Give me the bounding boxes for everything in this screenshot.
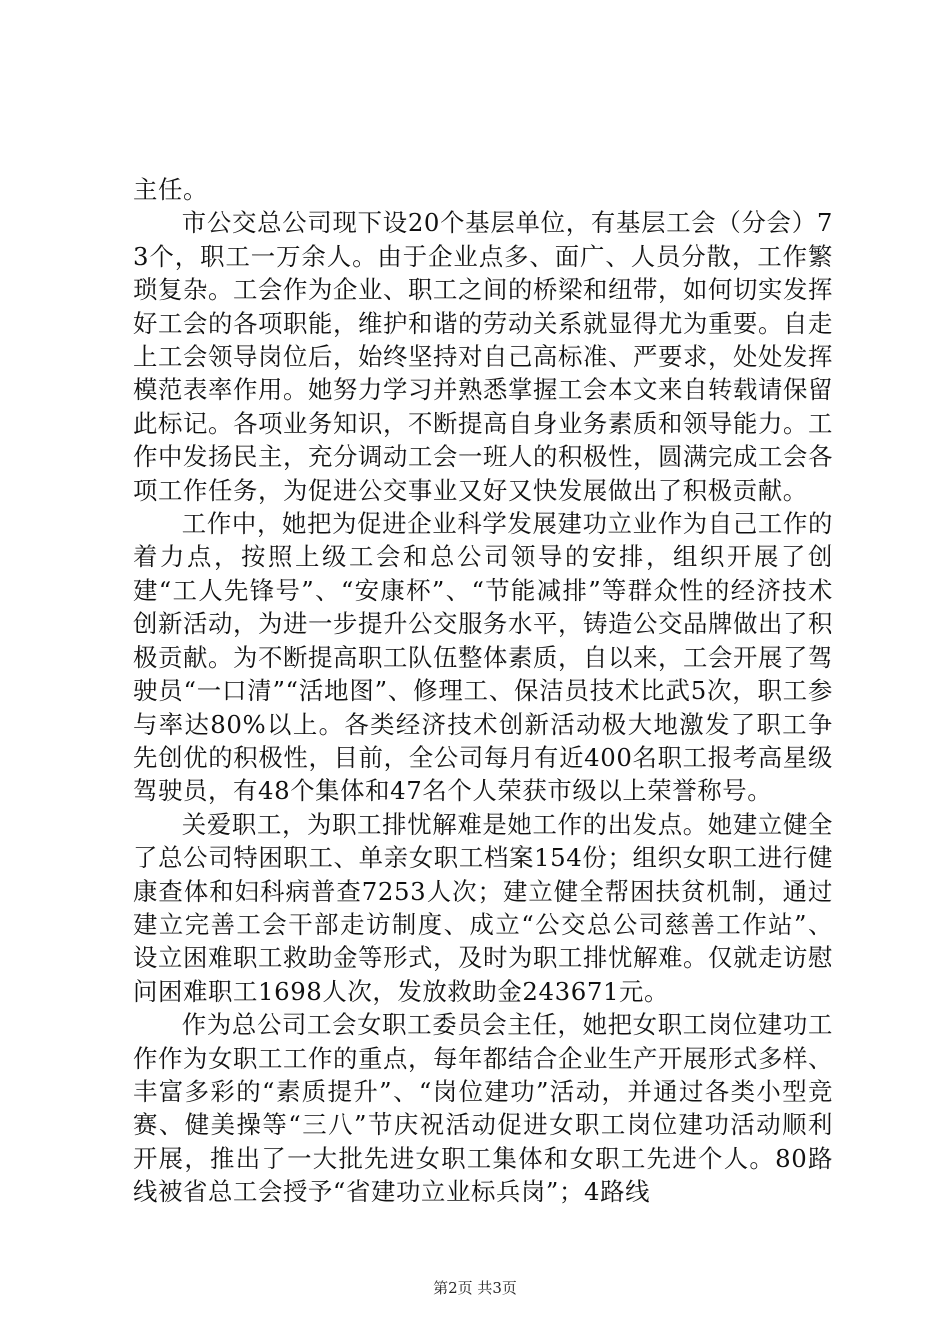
document-body <box>133 173 833 1209</box>
paragraph-5: 作为总公司工会女职工委员会主任，她把女职工岗位建功工作作为女职工工作的重点，每年都结合企业生产开展形式多样、丰富多彩的“素质提升”、“岗位建功”活动，并通过各类小型竞赛、健美操等“三八”节庆祝活动促进女职工岗位建功活动顺利开展，推出了一大批先进女职工集体和女职工先进个人。80路线被省总工会授予“省建功立业标兵岗”；4路线 <box>133 1010 833 1207</box>
page-footer: 第2页 共3页 <box>433 1279 517 1297</box>
paragraph-2: 市公交总公司现下设20个基层单位，有基层工会（分会）73个，职工一万余人。由于企业点多、面广、人员分散，工作繁琐复杂。工会作为企业、职工之间的桥梁和纽带，如何切实发挥好工会的各项职能，维护和谐的劳动关系就显得尤为重要。自走上工会领导岗位后，始终坚持对自己高标准、严要求，处处发挥模范表率作用。她努力学习并熟悉掌握工会本文来自转载请保留此标记。各项业务知识，不断提高自身业务素质和领导能力。工作中发扬民主，充分调动工会一班人的积极性，圆满完成工会各项工作任务，为促进公交事业又好又快发展做出了积极贡献。 <box>133 208 833 505</box>
paragraph-4: 关爱职工，为职工排忧解难是她工作的出发点。她建立健全了总公司特困职工、单亲女职工档案154份；组织女职工进行健康查体和妇科病普查7253人次；建立健全帮困扶贫机制，通过建立完善工会干部走访制度、成立“公交总公司慈善工作站”、设立困难职工救助金等形式，及时为职工排忧解难。仅就走访慰问困难职工1698人次，发放救助金243671元。 <box>133 809 833 1006</box>
paragraph-1: 主任。 <box>133 175 208 204</box>
paragraph-3: 工作中，她把为促进企业科学发展建功立业作为自己工作的着力点，按照上级工会和总公司领导的安排，组织开展了创建“工人先锋号”、“安康杯”、“节能减排”等群众性的经济技术创新活动，为进一步提升公交服务水平，铸造公交品牌做出了积极贡献。为不断提高职工队伍整体素质，自以来，工会开展了驾驶员“一口清”“活地图”、修理工、保洁员技术比武5次，职工参与率达80%以上。各类经济技术创新活动极大地激发了职工争先创优的积极性，目前，全公司每月有近400名职工报考高星级驾驶员，有48个集体和47名个人荣获市级以上荣誉称号。 <box>133 509 833 806</box>
